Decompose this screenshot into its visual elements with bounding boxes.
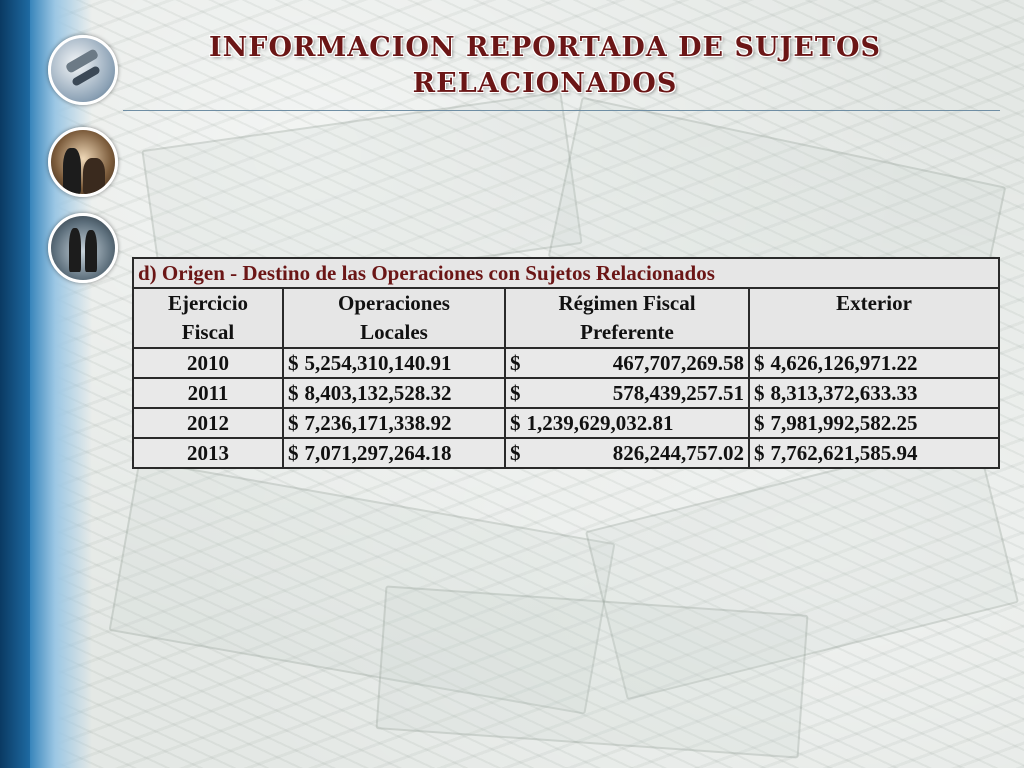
currency-symbol: $ bbox=[288, 350, 299, 375]
office-supplies-photo bbox=[48, 35, 118, 105]
business-people-photo bbox=[48, 127, 118, 197]
cell-foreign bbox=[749, 378, 999, 408]
cell-local bbox=[283, 408, 505, 438]
related-parties-table bbox=[132, 257, 1000, 469]
currency-symbol: $ bbox=[510, 410, 521, 435]
currency-symbol: $ bbox=[288, 380, 299, 405]
header-foreign-line1: Exterior bbox=[836, 291, 912, 315]
table-row bbox=[133, 408, 999, 438]
currency-symbol: $ bbox=[510, 380, 521, 405]
currency-symbol: $ bbox=[754, 440, 765, 465]
cell-foreign bbox=[749, 348, 999, 378]
table-row bbox=[133, 378, 999, 408]
header-year-line2: Fiscal bbox=[181, 320, 235, 344]
currency-symbol: $ bbox=[754, 350, 765, 375]
currency-symbol: $ bbox=[754, 380, 765, 405]
page-title-line2: RELACIONADOS bbox=[412, 68, 678, 99]
amount: 826,244,757.02 bbox=[612, 440, 744, 465]
amount: 8,313,372,633.33 bbox=[770, 380, 918, 405]
cell-local bbox=[283, 348, 505, 378]
cell-local bbox=[283, 438, 505, 468]
cell-local bbox=[283, 378, 505, 408]
amount: 8,403,132,528.32 bbox=[304, 380, 452, 405]
amount: 7,981,992,582.25 bbox=[770, 410, 918, 435]
header-preferential-line2: Preferente bbox=[580, 320, 674, 344]
table-row bbox=[133, 348, 999, 378]
header-preferential bbox=[505, 288, 749, 348]
cell-foreign bbox=[749, 408, 999, 438]
table-caption-row bbox=[133, 258, 999, 288]
currency-symbol: $ bbox=[510, 350, 521, 375]
title-divider bbox=[123, 110, 1000, 111]
page-title bbox=[150, 30, 940, 102]
amount: 578,439,257.51 bbox=[612, 380, 744, 405]
amount: 467,707,269.58 bbox=[612, 350, 744, 375]
cell-year: 2012 bbox=[133, 408, 283, 438]
cell-preferential bbox=[505, 348, 749, 378]
header-foreign bbox=[749, 288, 999, 348]
cell-preferential bbox=[505, 378, 749, 408]
header-year bbox=[133, 288, 283, 348]
header-local bbox=[283, 288, 505, 348]
cell-year: 2010 bbox=[133, 348, 283, 378]
currency-symbol: $ bbox=[288, 410, 299, 435]
amount: 1,239,629,032.81 bbox=[526, 410, 674, 435]
header-year-line1: Ejercicio bbox=[167, 291, 249, 315]
amount: 7,762,621,585.94 bbox=[770, 440, 918, 465]
cell-year: 2013 bbox=[133, 438, 283, 468]
table-row bbox=[133, 438, 999, 468]
cell-preferential bbox=[505, 408, 749, 438]
amount: 5,254,310,140.91 bbox=[304, 350, 452, 375]
header-preferential-line1: Régimen Fiscal bbox=[558, 291, 696, 315]
amount: 7,236,171,338.92 bbox=[304, 410, 452, 435]
walking-executives-photo bbox=[48, 213, 118, 283]
cell-foreign bbox=[749, 438, 999, 468]
amount: 7,071,297,264.18 bbox=[304, 440, 452, 465]
currency-symbol: $ bbox=[754, 410, 765, 435]
table-header-row bbox=[133, 288, 999, 348]
page-title-line1: INFORMACION REPORTADA DE SUJETOS bbox=[208, 32, 882, 63]
cell-preferential bbox=[505, 438, 749, 468]
header-local-line2: Locales bbox=[360, 320, 428, 344]
sidebar-stripe bbox=[0, 0, 30, 768]
currency-symbol: $ bbox=[510, 440, 521, 465]
header-local-line1: Operaciones bbox=[338, 291, 450, 315]
table-caption: d) Origen - Destino de las Operaciones con Sujetos Relacionados bbox=[133, 258, 999, 288]
currency-symbol: $ bbox=[288, 440, 299, 465]
amount: 4,626,126,971.22 bbox=[770, 350, 918, 375]
cell-year: 2011 bbox=[133, 378, 283, 408]
